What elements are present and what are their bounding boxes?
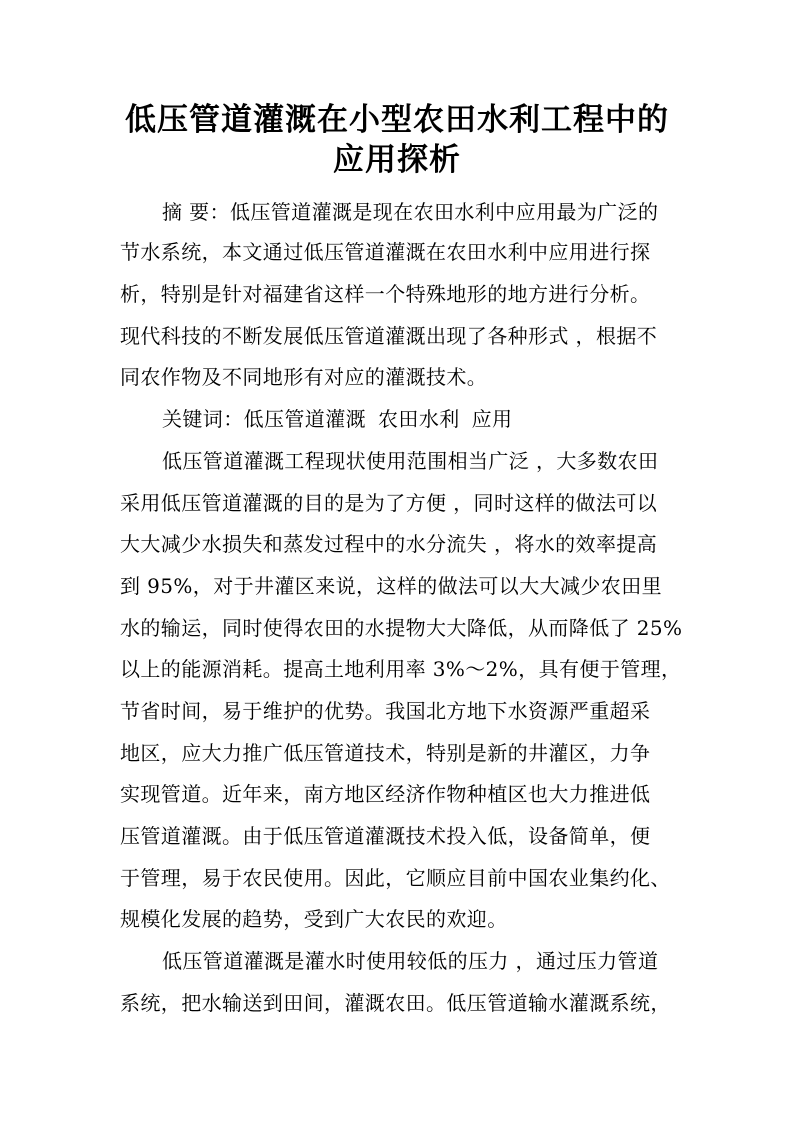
- keyword-item: 农田水利: [378, 407, 460, 431]
- keywords-line: [162, 406, 512, 432]
- paragraph2-line-2: 系统，把水输送到田间，灌溉农田。低压管道输水灌溉系统，: [120, 991, 671, 1015]
- keywords-label: 关键词：: [162, 407, 244, 431]
- abstract-line-5: 同农作物及不同地形有对应的灌溉技术。: [120, 365, 488, 389]
- paragraph1-line-5: 水的输运，同时使得农田的水提物大大降低，从而降低了 25%: [120, 616, 683, 640]
- paragraph1-line-6: 以上的能源消耗。提高土地利用率 3%～2%，具有便于管理，: [120, 657, 682, 681]
- abstract-line-1: [162, 199, 658, 225]
- document-title-line-2: 应用探析: [333, 142, 461, 178]
- paragraph1-line-12: 规模化发展的趋势，受到广大农民的欢迎。: [120, 907, 508, 931]
- keyword-item: 应用: [471, 407, 513, 431]
- paragraph1-line-9: 实现管道。近年来，南方地区经济作物种植区也大力推进低: [120, 782, 651, 806]
- paragraph1-line-8: 地区，应大力推广低压管道技术，特别是新的井灌区，力争: [120, 741, 651, 765]
- abstract-line-3: 析，特别是针对福建省这样一个特殊地形的地方进行分析。: [120, 282, 651, 306]
- paragraph1-line-10: 压管道灌溉。由于低压管道灌溉技术投入低，设备简单，便: [120, 824, 651, 848]
- paragraph1-line-1: 低压管道灌溉工程现状使用范围相当广泛 ，大多数农田: [162, 449, 659, 473]
- paragraph1-line-11: 于管理，易于农民使用。因此，它顺应目前中国农业集约化、: [120, 866, 671, 890]
- abstract-line-2: 节水系统，本文通过低压管道灌溉在农田水利中应用进行探: [120, 240, 651, 264]
- paragraph1-line-4: 到 95%，对于井灌区来说，这样的做法可以大大减少农田里: [120, 574, 663, 598]
- paragraph1-line-7: 节省时间，易于维护的优势。我国北方地下水资源严重超采: [120, 699, 651, 723]
- paragraph1-line-2: 采用低压管道灌溉的目的是为了方便 ，同时这样的做法可以: [120, 491, 658, 515]
- paragraph2-line-1: 低压管道灌溉是灌水时使用较低的压力 ，通过压力管道: [162, 949, 659, 973]
- paragraph1-line-3: 大大减少水损失和蒸发过程中的水分流失 ，将水的效率提高: [120, 532, 658, 556]
- abstract-text: 低压管道灌溉是现在农田水利中应用最为广泛的: [229, 200, 659, 224]
- document-title-line-1: 低压管道灌溉在小型农田水利工程中的: [125, 102, 669, 138]
- abstract-line-4: 现代科技的不断发展低压管道灌溉出现了各种形式 ，根据不: [120, 324, 658, 348]
- keyword-item: 低压管道灌溉: [243, 407, 367, 431]
- abstract-label: 摘 要：: [162, 200, 230, 224]
